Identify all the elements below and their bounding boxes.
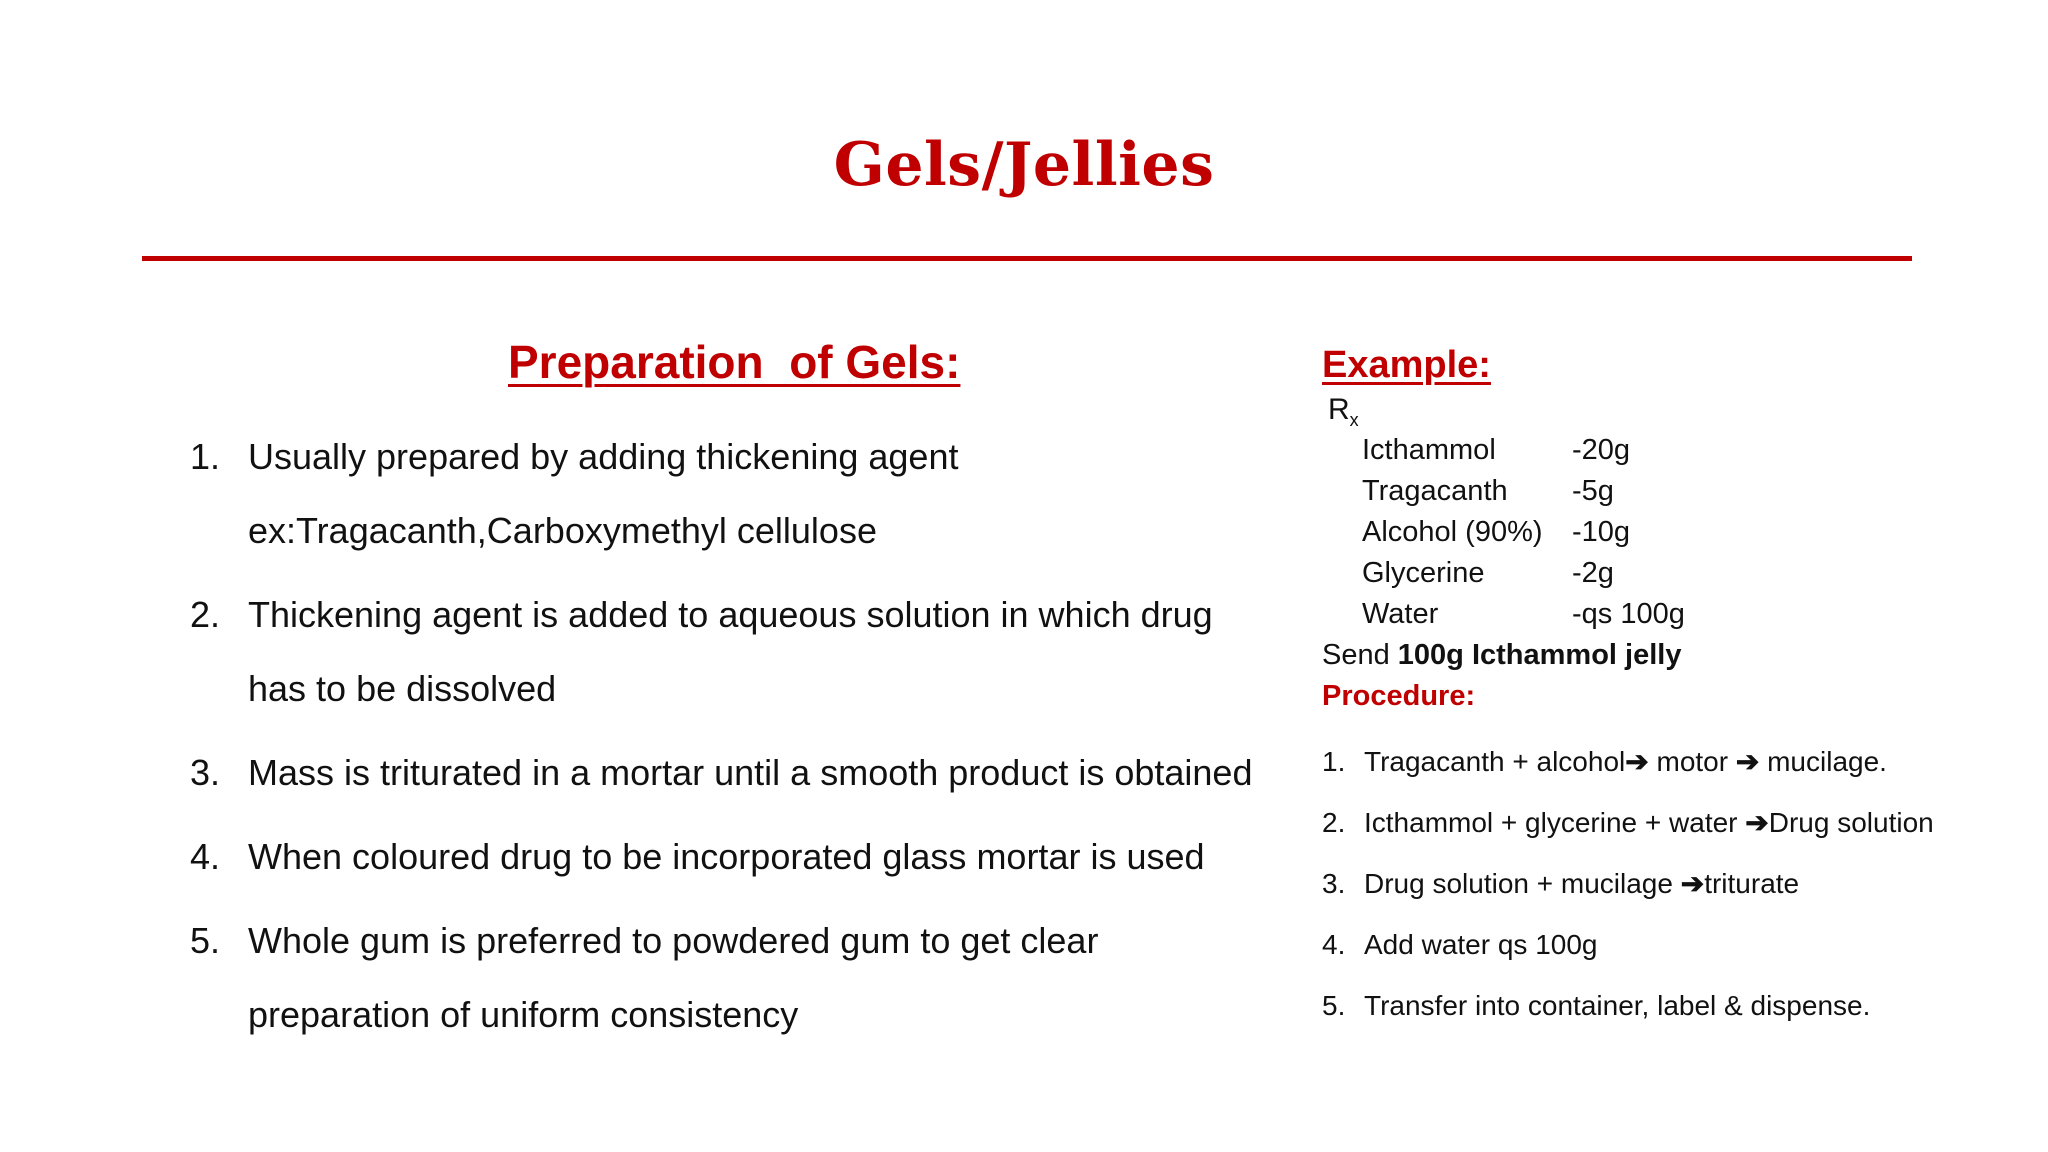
list-item-text: Whole gum is preferred to powdered gum to get clear preparation of uniform consistency bbox=[248, 920, 1099, 1035]
procedure-step bbox=[1322, 914, 1922, 975]
step-text bbox=[1364, 792, 1934, 853]
list-item bbox=[190, 904, 1270, 1052]
step-text-part: Tragacanth + alcohol bbox=[1364, 746, 1626, 777]
ingredient-row bbox=[1362, 471, 1922, 512]
step-text: Transfer into container, label & dispense. bbox=[1364, 990, 1871, 1021]
procedure-step bbox=[1322, 975, 1922, 1036]
ingredient-row bbox=[1362, 430, 1922, 471]
step-text: Add water qs 100g bbox=[1364, 929, 1598, 960]
send-prefix: Send bbox=[1322, 639, 1398, 671]
example-heading: Example: bbox=[1322, 344, 1491, 386]
step-number: 1. bbox=[1322, 746, 1346, 777]
arrow-icon: ➔ bbox=[1735, 746, 1760, 777]
send-product: 100g Icthammol jelly bbox=[1397, 639, 1682, 671]
ingredient-name: Tragacanth bbox=[1362, 475, 1508, 507]
list-item bbox=[190, 578, 1270, 726]
step-text-part: Icthammol + glycerine + water bbox=[1364, 807, 1746, 838]
ingredient-qty: -10g bbox=[1572, 516, 1631, 548]
list-item bbox=[190, 420, 1270, 568]
step-text bbox=[1364, 853, 1799, 914]
procedure-step bbox=[1322, 792, 1934, 853]
rx-symbol bbox=[1328, 390, 1922, 430]
ingredient-qty: -5g bbox=[1572, 475, 1614, 507]
send-line bbox=[1322, 635, 1922, 676]
list-item-number: 1. bbox=[190, 436, 221, 477]
ingredient-name: Glycerine bbox=[1362, 557, 1485, 589]
procedure-list bbox=[1322, 731, 1934, 1036]
list-item-number: 2. bbox=[190, 594, 221, 635]
list-item-text: Usually prepared by adding thickening agent ex:Tragacanth,Carboxymethyl cellulose bbox=[248, 436, 959, 551]
rx-sub: x bbox=[1349, 410, 1359, 430]
arrow-icon: ➔ bbox=[1745, 807, 1769, 838]
step-number: 4. bbox=[1322, 929, 1346, 960]
list-item bbox=[190, 736, 1270, 810]
list-item-text: Thickening agent is added to aqueous solution in which drug has to be dissolved bbox=[248, 594, 1213, 709]
ingredient-name: Icthammol bbox=[1362, 434, 1496, 466]
ingredient-qty: -20g bbox=[1572, 434, 1631, 466]
procedure-step bbox=[1322, 731, 1922, 792]
ingredient-row bbox=[1362, 512, 1922, 553]
arrow-icon: ➔ bbox=[1625, 746, 1649, 777]
list-item-number: 3. bbox=[190, 752, 221, 793]
step-text-part: motor bbox=[1648, 746, 1736, 777]
ingredient-name: Alcohol (90%) bbox=[1362, 516, 1543, 548]
slide-title: Gels/Jellies bbox=[833, 130, 1215, 200]
list-item bbox=[190, 820, 1270, 894]
list-item-number: 5. bbox=[190, 920, 221, 961]
step-number: 5. bbox=[1322, 990, 1346, 1021]
title-divider bbox=[142, 256, 1912, 261]
arrow-icon: ➔ bbox=[1680, 868, 1705, 899]
list-item-text: When coloured drug to be incorporated glass mortar is used bbox=[248, 836, 1205, 877]
step-text-part: Drug solution bbox=[1768, 807, 1934, 838]
procedure-heading: Procedure: bbox=[1322, 680, 1476, 712]
ingredient-row bbox=[1362, 594, 1922, 635]
list-item-number: 4. bbox=[190, 836, 221, 877]
list-item-text: Mass is triturated in a mortar until a smooth product is obtained bbox=[248, 752, 1253, 793]
step-number: 2. bbox=[1322, 807, 1346, 838]
step-text bbox=[1364, 731, 1887, 792]
step-text-part: triturate bbox=[1704, 868, 1800, 899]
ingredient-table bbox=[1362, 430, 1922, 635]
step-text-part: Drug solution + mucilage bbox=[1364, 868, 1681, 899]
example-panel bbox=[1322, 340, 1934, 1036]
preparation-list bbox=[190, 420, 1270, 1062]
ingredient-name: Water bbox=[1362, 598, 1439, 630]
step-text-part: mucilage. bbox=[1759, 746, 1887, 777]
step-number: 3. bbox=[1322, 868, 1346, 899]
preparation-heading: Preparation of Gels: bbox=[508, 336, 961, 388]
rx-main: R bbox=[1328, 393, 1350, 426]
ingredient-qty: -qs 100g bbox=[1572, 598, 1685, 630]
ingredient-qty: -2g bbox=[1572, 557, 1614, 589]
ingredient-row bbox=[1362, 553, 1922, 594]
procedure-step bbox=[1322, 853, 1922, 914]
